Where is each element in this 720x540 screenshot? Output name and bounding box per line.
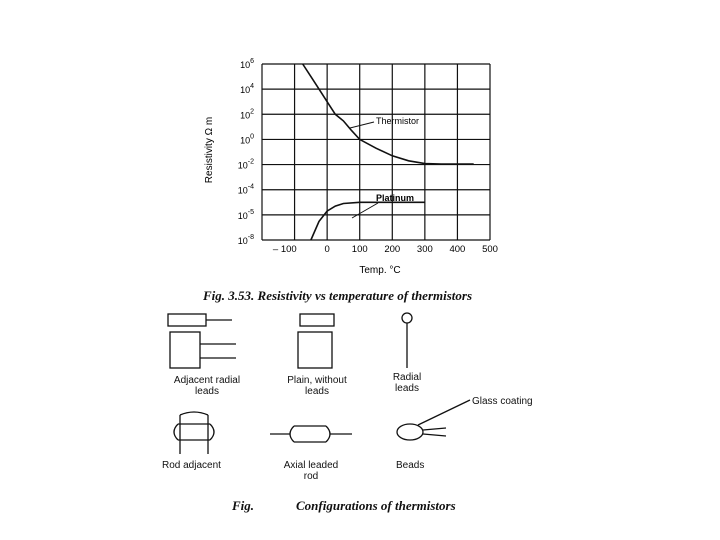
x-tick-label: 500 bbox=[482, 244, 498, 255]
label-adjacent-radial-leads: Adjacent radial leads bbox=[173, 375, 241, 397]
rod-adjacent-drawing bbox=[174, 412, 214, 454]
series-label-thermistor: Thermistor bbox=[376, 116, 420, 126]
y-tick-label: $10^0$ bbox=[240, 133, 254, 146]
y-tick-label: $10^{-4}$ bbox=[237, 183, 254, 196]
x-tick-label: 200 bbox=[384, 244, 401, 255]
y-tick-label: $10^4$ bbox=[240, 83, 254, 96]
label-beads: Beads bbox=[396, 460, 425, 471]
radial-leads-drawing bbox=[402, 313, 412, 368]
beads-drawing bbox=[397, 400, 470, 440]
figure-caption-2-prefix: Fig. bbox=[232, 498, 255, 513]
y-tick-label: $10^{-2}$ bbox=[237, 158, 254, 171]
label-glass-coating: Glass coating bbox=[472, 396, 533, 407]
figure-caption-1: Fig. 3.53. Resistivity vs temperature of thermistors bbox=[203, 288, 473, 303]
x-tick-label: 100 bbox=[351, 244, 368, 255]
x-tick-label: – 100 bbox=[272, 244, 297, 255]
figure-caption-2-text: Configurations of thermistors bbox=[296, 498, 456, 513]
x-axis-label: Temp. °C bbox=[359, 265, 401, 276]
y-axis-label: Resistivity Ω m bbox=[204, 116, 215, 184]
x-tick-label: 300 bbox=[416, 244, 433, 255]
x-tick-label: 0 bbox=[324, 244, 330, 255]
y-tick-label: $10^{-5}$ bbox=[237, 208, 254, 221]
y-tick-label: $10^6$ bbox=[240, 58, 254, 70]
label-radial-leads: Radial leads bbox=[392, 372, 422, 394]
label-plain-without-leads: Plain, without leads bbox=[287, 375, 347, 397]
axial-leaded-rod-drawing bbox=[270, 426, 352, 442]
adjacent-radial-leads-drawing bbox=[168, 314, 236, 368]
label-axial-leaded-rod: Axial leaded rod bbox=[283, 460, 339, 482]
y-tick-label: $10^2$ bbox=[240, 108, 254, 121]
x-tick-label: 400 bbox=[449, 244, 466, 255]
label-rod-adjacent: Rod adjacent bbox=[162, 460, 221, 471]
plain-without-leads-drawing bbox=[298, 314, 334, 368]
series-label-platinum: Platinum bbox=[376, 193, 415, 203]
y-tick-label: $10^{-8}$ bbox=[237, 234, 254, 246]
